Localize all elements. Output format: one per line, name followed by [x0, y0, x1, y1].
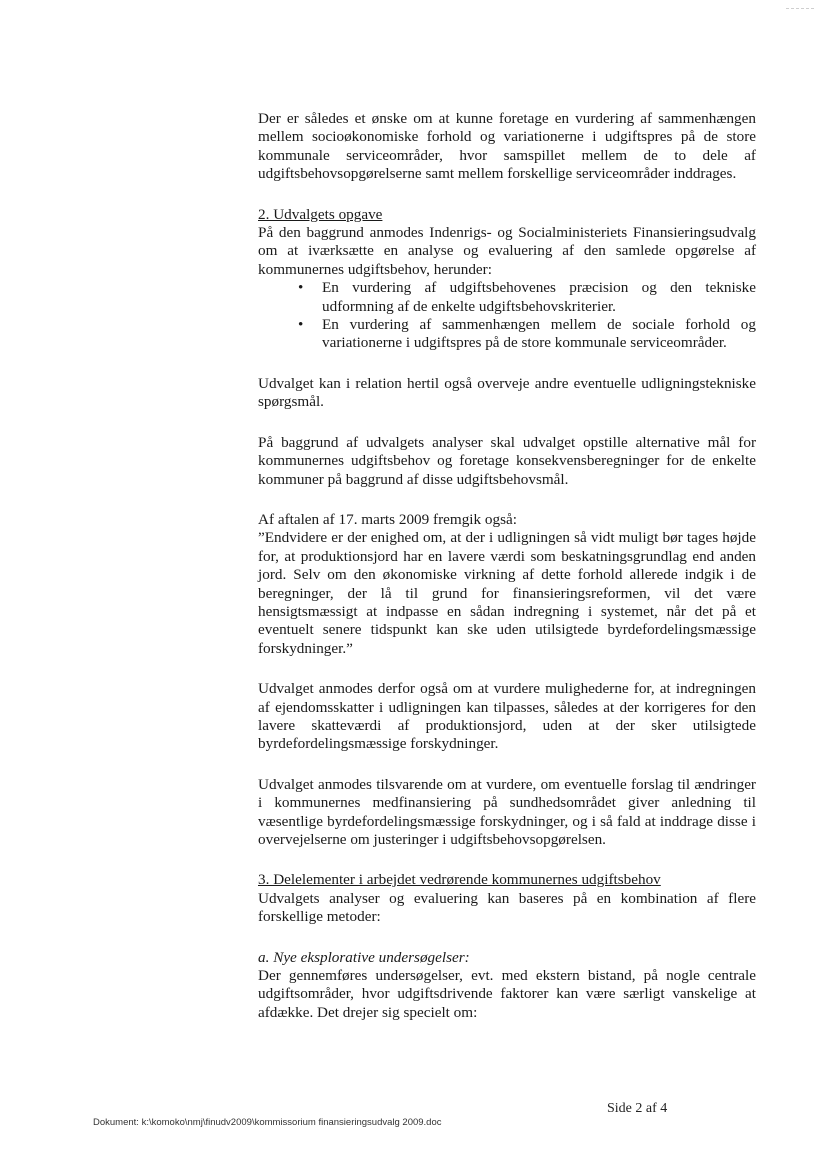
agreement-quote: ”Endvidere er der enighed om, at der i udligningen så vidt muligt bør tages højde for, at produktionsjord har en lavere værdi som beskatningsgrundlag end anden jord. Selv om den økonomiske virkning af dette forhold allerede indgik i de beregninger, der lå til grund for finansieringsreformen, vil det være hensigtsmæssigt at indpasse en sådan indregning i systemet, når det på et eventuelt senere tidspunkt kan ske uden utilsigtede byrdefordelingsmæssige forskydninger.”	[258, 529, 756, 657]
list-item	[298, 316, 756, 353]
paragraph-medfinansiering: Udvalget anmodes tilsvarende om at vurdere, om eventuelle forslag til ændringer i kommunernes medfinansiering på sundhedsområdet giver anledning til væsentlige byrdefordelingsmæssige forskydninger, og i så fald at inddrage disse i overvejelserne om justeringer i udgiftsbehovsopgørelsen.	[258, 775, 756, 848]
intro-paragraph: Der er således et ønske om at kunne foretage en vurdering af sammenhængen mellem socioøkonomiske forhold og variationerne i udgiftspres på de store kommunale serviceområder, hvor samspillet mellem de to dele af udgiftsbehovsopgørelserne samt mellem forskellige serviceområder inddrages.	[258, 110, 756, 183]
section-2-heading: 2. Udvalgets opgave	[258, 205, 383, 223]
bullet-text: En vurdering af sammenhængen mellem de sociale forhold og variationerne i udgiftspres på de store kommunale serviceområder.	[322, 316, 756, 352]
document-path: Dokument: k:\komoko\nmj\finudv2009\kommissorium finansieringsudvalg 2009.doc	[93, 1117, 442, 1128]
section-3-intro: Udvalgets analyser og evaluering kan baseres på en kombination af flere forskellige metoder:	[258, 889, 756, 926]
list-item	[298, 279, 756, 316]
section-3-heading: 3. Delelementer i arbejdet vedrørende kommunernes udgiftsbehov	[258, 871, 661, 889]
section-2-intro: På den baggrund anmodes Indenrigs- og Socialministeriets Finansieringsudvalg om at iværksætte en analyse og evaluering af den samlede opgørelse af kommunernes udgiftsbehov, herunder:	[258, 224, 756, 278]
paragraph-udligning: Udvalget kan i relation hertil også overveje andre eventuelle udligningstekniske spørgsmål.	[258, 374, 756, 411]
page-number: Side 2 af 4	[607, 1101, 668, 1116]
agreement-quote-intro: Af aftalen af 17. marts 2009 fremgik også:	[258, 510, 517, 528]
bullet-icon: •	[298, 279, 304, 297]
subsection-a-heading: a. Nye eksplorative undersøgelser:	[258, 948, 470, 966]
task-bullet-list	[258, 279, 756, 353]
paragraph-ejendomsskatter: Udvalget anmodes derfor også om at vurdere mulighederne for, at indregningen af ejendomsskatter i udligningen kan tilpasses, således at der korrigeres for den lavere skatteværdi af produktionsjord, uden at der sker utilsigtede byrdefordelingsmæssige forskydninger.	[258, 680, 756, 753]
subsection-a-text: Der gennemføres undersøgelser, evt. med ekstern bistand, på nogle centrale udgiftsområder, hvor udgiftsdrivende faktorer kan være særligt vanskelige at afdække. Det drejer sig specielt om:	[258, 967, 756, 1021]
bullet-text: En vurdering af udgiftsbehovenes præcision og den tekniske udformning af de enkelte udgiftsbehovskriterier.	[322, 279, 756, 315]
document-body	[258, 110, 756, 1022]
paragraph-alternative-maal: På baggrund af udvalgets analyser skal udvalget opstille alternative mål for kommunernes udgiftsbehov og foretage konsekvensberegninger for de enkelte kommuner på baggrund af disse udgiftsbehovsmål.	[258, 433, 756, 488]
bullet-icon: •	[298, 316, 304, 334]
scan-corner-mark	[786, 8, 814, 10]
